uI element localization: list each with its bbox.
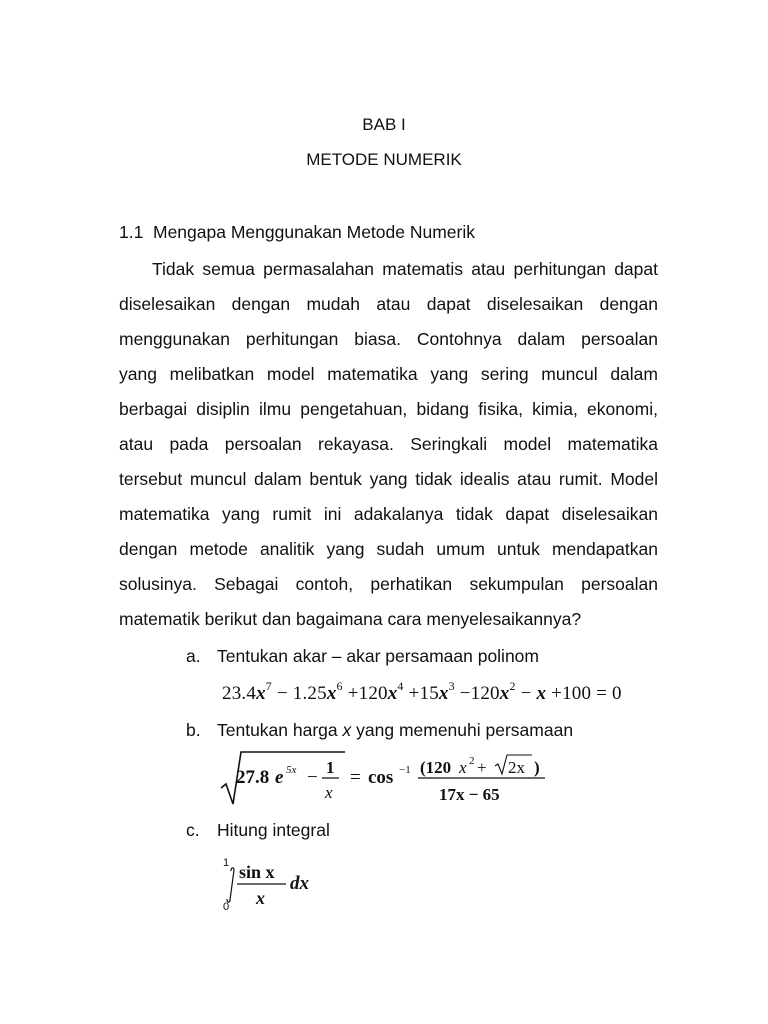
- svg-text:x: x: [325, 783, 333, 802]
- svg-text:cos: cos: [368, 767, 394, 788]
- section-heading: [119, 222, 475, 243]
- list-label: a.: [186, 646, 201, 666]
- list-label: c.: [186, 820, 200, 840]
- svg-text:2: 2: [469, 755, 475, 767]
- paragraph-line: dengan metode analitik yang sudah umum untuk mendapatkan: [119, 539, 658, 559]
- svg-text:e: e: [275, 767, 284, 788]
- svg-text:(120: (120: [420, 758, 452, 777]
- chapter-number: BAB I: [362, 115, 406, 134]
- integral-expression: [218, 852, 328, 914]
- svg-text:−1: −1: [399, 764, 411, 776]
- transcendental-equation: [215, 750, 555, 810]
- paragraph-line: solusinya. Sebagai contoh, perhatikan sekumpulan persoalan: [119, 574, 658, 594]
- paragraph-line: tersebut muncul dalam bentuk yang tidak idealis atau rumit. Model: [119, 469, 658, 489]
- paragraph-line: matematik berikut dan bagaimana cara menyelesaikannya?: [119, 609, 582, 629]
- svg-text:x: x: [459, 758, 467, 777]
- paragraph-line: Tidak semua permasalahan matematis atau perhitungan dapat: [152, 259, 658, 279]
- svg-text:sin x: sin x: [239, 862, 275, 882]
- polynomial-equation: $23.4x^7 - 1.25x^6 +120x^4 +15x^3 -120x^2 - x +100 = 0$: [222, 679, 622, 704]
- list-text: Hitung integral: [217, 820, 330, 840]
- svg-text:0: 0: [223, 901, 230, 913]
- svg-text:−: −: [307, 767, 318, 788]
- svg-text:x: x: [256, 888, 265, 908]
- svg-text:1: 1: [223, 857, 230, 869]
- svg-text:): ): [534, 758, 540, 777]
- svg-text:dx: dx: [290, 873, 309, 894]
- chapter-title: METODE NUMERIK: [306, 150, 462, 169]
- svg-text:+: +: [477, 758, 487, 777]
- list-label: b.: [186, 720, 201, 740]
- svg-text:27.8: 27.8: [236, 767, 270, 788]
- paragraph-line: berbagai disiplin ilmu pengetahuan, bidang fisika, kimia, ekonomi,: [119, 399, 658, 419]
- section-number: 1.1: [119, 222, 144, 242]
- paragraph-line: menggunakan perhitungan biasa. Contohnya dalam persoalan: [119, 329, 658, 349]
- paragraph-line: matematika yang rumit ini adakalanya tidak dapat diselesaikan: [119, 504, 658, 524]
- svg-text:17x − 65: 17x − 65: [439, 785, 500, 804]
- svg-text:1: 1: [326, 758, 335, 777]
- section-title: Mengapa Menggunakan Metode Numerik: [153, 222, 475, 242]
- integral-sign: [227, 868, 234, 902]
- paragraph-line: yang melibatkan model matematika yang sering muncul dalam: [119, 364, 658, 384]
- list-text: Tentukan akar – akar persamaan polinom: [217, 646, 539, 666]
- svg-text:=: =: [350, 767, 361, 788]
- list-text: Tentukan harga x yang memenuhi persamaan: [217, 720, 574, 740]
- svg-text:2x: 2x: [508, 758, 525, 777]
- paragraph-line: diselesaikan dengan mudah atau dapat diselesaikan dengan: [119, 294, 658, 314]
- paragraph-line: atau pada persoalan rekayasa. Seringkali model matematika: [119, 434, 658, 454]
- svg-text:5x: 5x: [286, 764, 297, 776]
